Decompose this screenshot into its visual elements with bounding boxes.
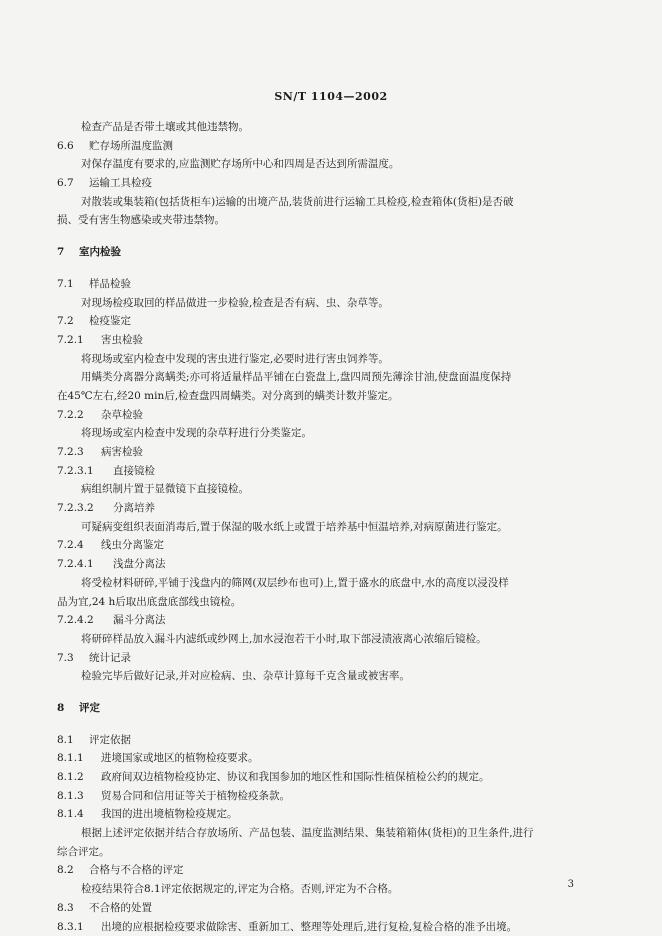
- section-spacer: [57, 686, 587, 699]
- section-number: 7.2.4: [57, 539, 84, 552]
- standard-header: SN/T 1104—2002: [274, 90, 388, 103]
- section-label: 合格与不合格的评定: [89, 864, 184, 877]
- section-heading: [57, 499, 587, 518]
- section-number: 8.1.2: [57, 771, 84, 783]
- section-label: 运输工具检疫: [89, 177, 152, 190]
- section-heading: [57, 899, 587, 918]
- paragraph-line: 在45℃左右,经20 min后,检查盘四周螨类。对分离到的螨类计数并鉴定。: [57, 389, 399, 402]
- page-number: 3: [567, 879, 574, 890]
- section-label: 室内检验: [79, 246, 121, 259]
- chapter-heading: [57, 243, 587, 262]
- section-heading: [57, 137, 587, 156]
- section-heading: [57, 462, 587, 481]
- section-heading: [57, 275, 587, 294]
- paragraph-line: 品为宜,24 h后取出底盘底部线虫镜检。: [57, 595, 242, 608]
- section-heading: [57, 312, 587, 331]
- section-number: 7.2.3: [57, 446, 84, 458]
- section-number: 8.1: [57, 733, 74, 746]
- document-body: [57, 118, 587, 936]
- section-label: 评定依据: [89, 733, 131, 746]
- section-number: 8: [57, 701, 65, 714]
- section-heading: [57, 406, 587, 425]
- section-label: 漏斗分离法: [113, 614, 166, 627]
- paragraph-line: 将研碎样品放入漏斗内滤纸或纱网上,加水浸泡若干小时,取下部浸渍液离心浓缩后镜检。: [81, 632, 487, 645]
- section-number: 7.2.4.1: [57, 558, 94, 571]
- section-label: 直接镜检: [113, 464, 155, 477]
- paragraph-line: 将现场或室内检查中发现的害虫进行鉴定,必要时进行害虫饲养等。: [81, 352, 389, 365]
- section-label: 政府间双边植物检疫协定、协议和我国参加的地区性和国际性植保植检公约的规定。: [101, 771, 490, 783]
- section-heading: [57, 731, 587, 750]
- section-number: 7.2.2: [57, 408, 84, 421]
- section-number: 8.1.4: [57, 808, 84, 821]
- section-number: 7.2.3.2: [57, 502, 94, 515]
- section-spacer: [57, 230, 587, 243]
- section-label: 害虫检验: [101, 333, 143, 346]
- section-heading: [57, 611, 587, 630]
- chapter-heading: [57, 699, 587, 718]
- paragraph-line: 根据上述评定依据并结合存放场所、产品包装、温度监测结果、集装箱箱体(货柜)的卫生条件,进行: [81, 827, 534, 840]
- section-heading: [57, 749, 587, 768]
- section-heading: [57, 861, 587, 880]
- section-label: 贸易合同和信用证等关于植物检疫条款。: [101, 789, 290, 802]
- section-number: 8.2: [57, 864, 74, 877]
- section-heading: [57, 555, 587, 574]
- section-label: 进境国家或地区的植物检疫要求。: [101, 752, 259, 765]
- section-number: 6.6: [57, 139, 74, 152]
- section-number: 7.2.3.1: [57, 464, 94, 477]
- paragraph-line: 检疫结果符合8.1评定依据规定的,评定为合格。否则,评定为不合格。: [81, 883, 399, 896]
- section-heading: [57, 649, 587, 668]
- section-number: 8.3: [57, 901, 74, 914]
- section-label: 浅盘分离法: [113, 558, 166, 571]
- section-number: 8.1.1: [57, 752, 84, 765]
- section-spacer: [57, 718, 587, 731]
- paragraph-line: 病组织制片置于显微镜下直接镜检。: [81, 483, 249, 496]
- section-label: 我国的进出境植物检疫规定。: [101, 808, 238, 821]
- section-number: 7.2.1: [57, 333, 84, 346]
- paragraph-line: 可疑病变组织表面消毒后,置于保湿的吸水纸上或置于培养基中恒温培养,对病原菌进行鉴定。: [81, 520, 508, 533]
- section-number: 7.2: [57, 315, 74, 328]
- paragraph-line: 损、受有害生物感染或夹带违禁物。: [57, 214, 225, 227]
- section-heading: [57, 805, 587, 824]
- section-number: 7: [57, 246, 65, 259]
- section-number: 8.1.3: [57, 789, 84, 802]
- paragraph-line: 将现场或室内检查中发现的杂草籽进行分类鉴定。: [81, 427, 312, 440]
- paragraph-line: 对现场检疫取回的样品做进一步检验,检查是否有病、虫、杂草等。: [81, 296, 389, 309]
- section-label: 统计记录: [89, 651, 131, 664]
- section-heading: [57, 768, 587, 787]
- section-number: 8.3.1: [57, 920, 84, 933]
- section-label: 评定: [79, 701, 100, 714]
- paragraph-line: 综合评定。: [57, 845, 110, 858]
- section-heading: [57, 443, 587, 462]
- section-number: 7.3: [57, 651, 74, 664]
- section-spacer: [57, 262, 587, 275]
- section-heading: [57, 918, 587, 936]
- section-label: 分离培养: [113, 502, 155, 515]
- section-number: 6.7: [57, 177, 74, 190]
- section-number: 7.2.4.2: [57, 614, 94, 627]
- section-heading: [57, 331, 587, 350]
- paragraph-line: 对保存温度有要求的,应监测贮存场所中心和四周是否达到所需温度。: [81, 158, 400, 171]
- paragraph-line: 检查产品是否带土壤或其他违禁物。: [81, 121, 249, 133]
- section-heading: [57, 536, 587, 555]
- section-label: 病害检验: [101, 446, 143, 458]
- section-heading: [57, 174, 587, 193]
- section-label: 不合格的处置: [89, 901, 152, 914]
- section-label: 线虫分离鉴定: [101, 539, 164, 552]
- section-label: 检疫鉴定: [89, 315, 131, 328]
- paragraph-line: 用螨类分离器分离螨类;亦可将适量样品平铺在白瓷盘上,盘四周预先薄涂甘油,使盘面温度保持: [81, 371, 512, 384]
- section-heading: [57, 787, 587, 806]
- section-label: 出境的应根据检疫要求做除害、重新加工、整理等处理后,进行复检,复检合格的准予出境。: [101, 920, 518, 933]
- section-number: 7.1: [57, 277, 74, 290]
- section-label: 贮存场所温度监测: [89, 139, 173, 152]
- section-label: 样品检验: [89, 277, 131, 290]
- section-label: 杂草检验: [101, 408, 143, 421]
- paragraph-line: 检验完毕后做好记录,并对应检病、虫、杂草计算每千克含量或被害率。: [81, 670, 410, 683]
- paragraph-line: 将受检材料研碎,平铺于浅盘内的筛网(双层纱布也可)上,置于盛水的底盘中,水的高度以浸没样: [81, 576, 509, 589]
- paragraph-line: 对散装或集装箱(包括货柜车)运输的出境产品,装货前进行运输工具检疫,检查箱体(货柜)是否破: [81, 195, 514, 208]
